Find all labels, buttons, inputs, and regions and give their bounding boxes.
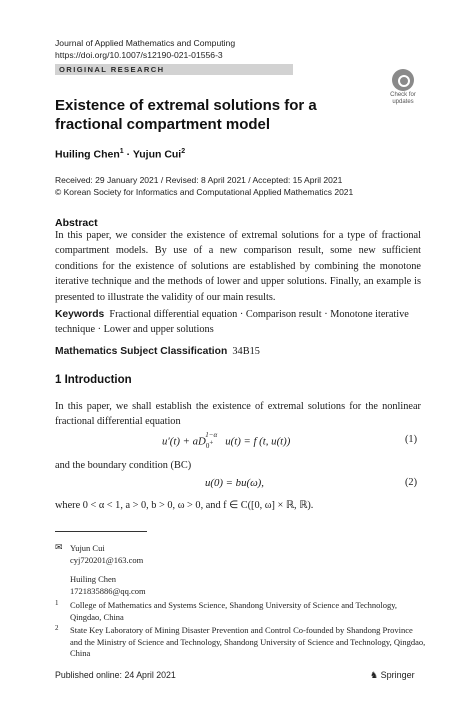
footnote-number: 2 [55,624,59,632]
author-separator: · [123,148,133,161]
equation-1: $u'(t) + aD_{0^+}^{1-\alpha}u(t) = f$ (t, u(t)) [162,431,291,450]
journal-doi-link[interactable]: https://doi.org/10.1007/s12190-021-01556-3 [55,50,223,60]
copyright-line: © Korean Society for Informatics and Computational Applied Mathematics 2021 [55,187,354,197]
abstract-heading: Abstract [55,217,98,229]
journal-name: Journal of Applied Mathematics and Computing [55,38,236,48]
equation-1-number: (1) [405,434,418,445]
check-for-updates-badge[interactable] [386,69,420,105]
equation-2: u(0) = bu(ω), [205,477,264,489]
check-updates-icon [392,69,414,91]
abstract-text: In this paper, we consider the existence of extremal solutions for a type of fractional compartment models. By use of a new comparison result, some new sufficient conditions for the existence of solutions are established by combining the monotone iterative technique and the methods of lower and upper solutions. Finally, an example is presented to illustrate the validity of our main results. [55,230,421,303]
contact-block [70,543,146,597]
badge-line1: Check for [390,92,416,98]
published-online-date: Published online: 24 April 2021 [55,670,176,680]
footnote-number: 1 [55,599,59,607]
journal-header [55,37,235,61]
paper-title: Existence of extremal solutions for a fractional compartment model [55,97,317,133]
msc-classification [55,346,260,357]
contact-email[interactable]: cyj720201@163.com [70,554,144,565]
author-name[interactable]: Huiling Chen [55,148,120,161]
contact-name: Huiling Chen [70,574,117,584]
author-name[interactable]: Yujun Cui [132,148,182,161]
publisher-logo [370,670,415,681]
equation-2-number: (2) [405,477,418,488]
article-type-banner [55,64,293,75]
author-affiliation-mark: 2 [181,148,186,155]
where-clause: where 0 < α < 1, a > 0, b > 0, ω > 0, and f ∈ C([0, ω] × ℝ, ℝ). [55,500,314,511]
author-list [55,148,185,161]
msc-value: 34B15 [232,346,260,357]
badge-line2: updates [392,99,414,106]
envelope-icon: ✉ [55,542,63,552]
received-dates: Received: 29 January 2021 / Revised: 8 April 2021 / Accepted: 15 April 2021 [55,175,343,185]
footnote-text: State Key Laboratory of Mining Disaster Prevention and Control Co-founded by Shandong Province and the Ministry of Science and Technology, Shandong University of Science and Technology, Qingdao, China [70,625,426,658]
article-type-label: ORIGINAL RESEARCH [59,65,165,74]
keywords [55,307,421,338]
boundary-condition-text: and the boundary condition (BC) [55,460,192,471]
publisher-name: Springer [380,670,415,680]
intro-paragraph: In this paper, we shall establish the existence of extremal solutions for the nonlinear fractional differential equation [55,401,421,428]
msc-label: Mathematics Subject Classification [55,346,228,357]
footnote-text: College of Mathematics and Systems Science, Shandong University of Science and Technology, Qingdao, China [70,600,398,622]
keywords-text: Fractional differential equation · Comparison result · Monotone iterative technique · Lower and upper solutions [55,309,409,336]
author-affiliation-mark: 1 [119,148,124,155]
footnote-divider [55,531,147,532]
springer-horse-icon: ♞ [370,670,379,680]
section-heading: 1 Introduction [55,374,132,386]
keywords-label: Keywords [55,309,105,320]
publication-history [55,174,353,198]
contact-name: Yujun Cui [70,543,105,553]
contact-email[interactable]: 1721835886@qq.com [70,585,146,596]
